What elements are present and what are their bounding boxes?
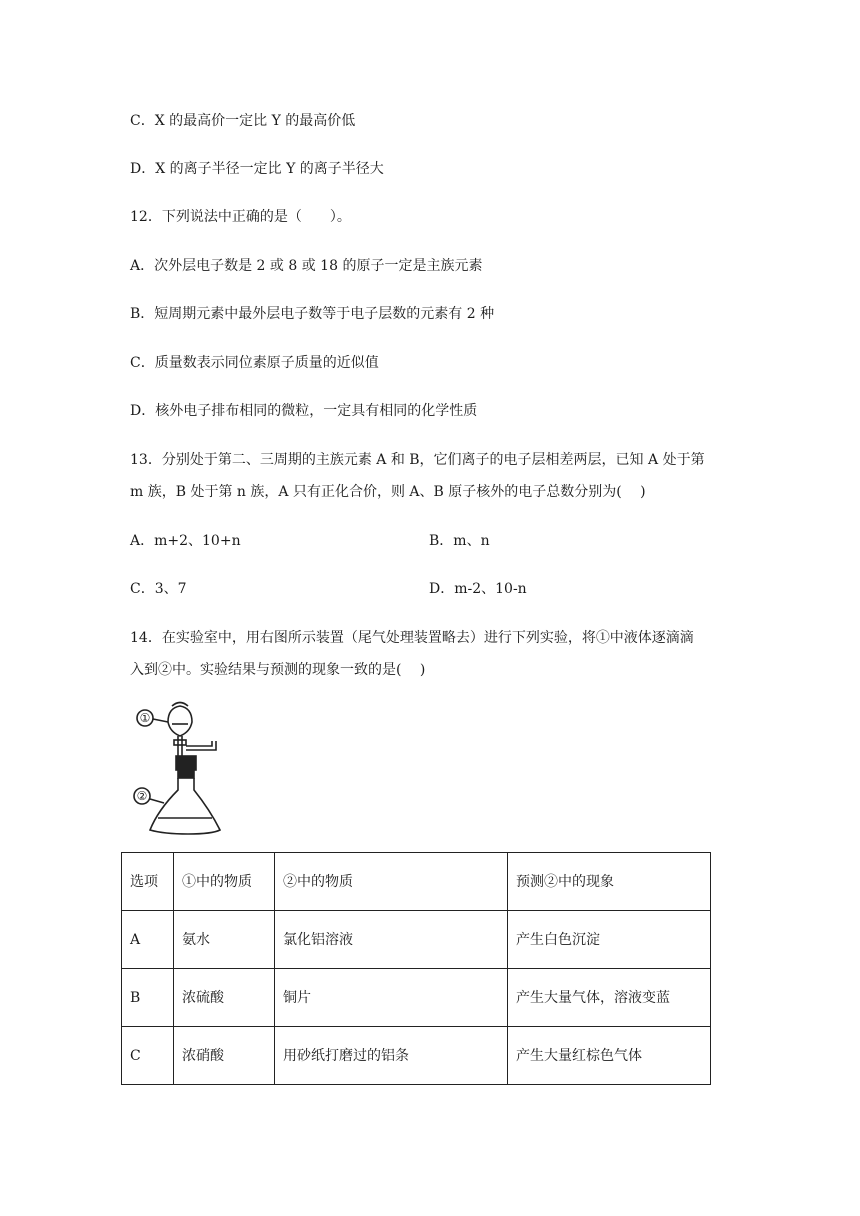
header-cell: ②中的物质 [275, 853, 508, 911]
table-cell: 产生白色沉淀 [508, 911, 711, 969]
q13-option-d: D．m-2、10-n [429, 581, 527, 597]
q12-stem: 12．下列说法中正确的是（ ）。 [130, 209, 351, 225]
table-cell: 产生大量气体，溶液变蓝 [508, 969, 711, 1027]
q13-stem-line1: 13．分别处于第二、三周期的主族元素 A 和 B，它们离子的电子层相差两层，已知 A 处于第 [130, 452, 705, 468]
table-cell: 产生大量红棕色气体 [508, 1027, 711, 1085]
figure-label-2: ② [136, 789, 148, 803]
flask-apparatus-diagram [128, 700, 228, 838]
figure-label-1: ① [139, 711, 151, 725]
table-cell: B [122, 969, 174, 1027]
experiment-table [121, 852, 711, 1085]
q11-option-d: D．X 的离子半径一定比 Y 的离子半径大 [130, 161, 384, 177]
table-header-row [122, 853, 711, 911]
table-cell: 浓硫酸 [174, 969, 275, 1027]
table-row [122, 1027, 711, 1085]
header-cell: 预测②中的现象 [508, 853, 711, 911]
q13-option-c: C．3、7 [130, 581, 187, 597]
header-cell: ①中的物质 [174, 853, 275, 911]
q14-stem-line2: 入到②中。实验结果与预测的现象一致的是( ) [130, 662, 426, 678]
header-cell: 选项 [122, 853, 174, 911]
q13-option-b: B．m、n [429, 533, 490, 549]
q14-stem-line1: 14．在实验室中，用右图所示装置（尾气处理装置略去）进行下列实验，将①中液体逐滴滴 [130, 630, 694, 646]
table-cell: 浓硝酸 [174, 1027, 275, 1085]
table-row [122, 911, 711, 969]
q13-option-a: A．m+2、10+n [130, 533, 241, 549]
table-cell: 铜片 [275, 969, 508, 1027]
table-row [122, 969, 711, 1027]
table-cell: 氨水 [174, 911, 275, 969]
q12-option-d: D．核外电子排布相同的微粒，一定具有相同的化学性质 [130, 403, 478, 419]
table-cell: C [122, 1027, 174, 1085]
table-cell: A [122, 911, 174, 969]
table-cell: 用砂纸打磨过的铝条 [275, 1027, 508, 1085]
q11-option-c: C．X 的最高价一定比 Y 的最高价低 [130, 113, 356, 129]
q12-option-c: C．质量数表示同位素原子质量的近似值 [130, 355, 379, 371]
q12-option-a: A．次外层电子数是 2 或 8 或 18 的原子一定是主族元素 [130, 258, 483, 274]
q12-option-b: B．短周期元素中最外层电子数等于电子层数的元素有 2 种 [130, 306, 495, 322]
q13-stem-line2: m 族，B 处于第 n 族，A 只有正化合价，则 A、B 原子核外的电子总数分别为( ) [130, 484, 646, 500]
table-cell: 氯化铝溶液 [275, 911, 508, 969]
